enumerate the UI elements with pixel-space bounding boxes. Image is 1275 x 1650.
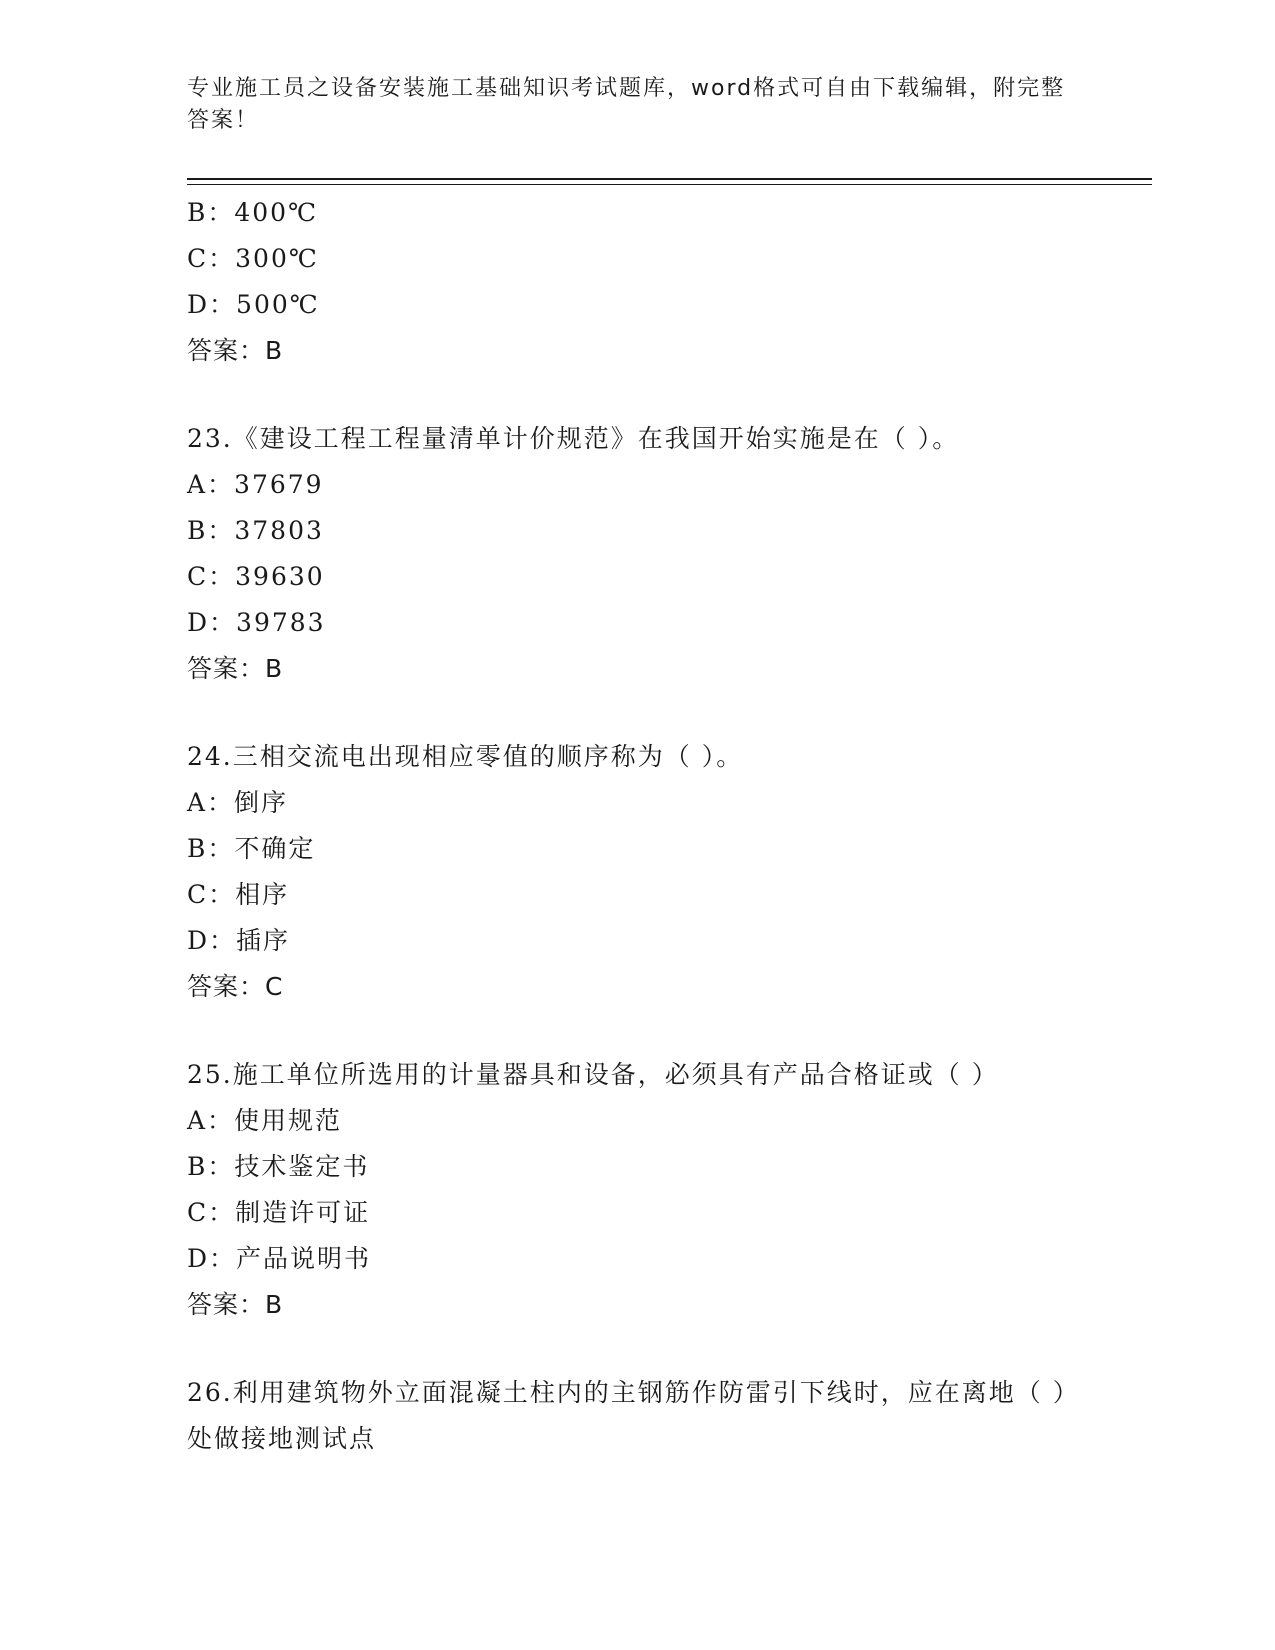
question-block-22	[187, 190, 1087, 374]
answer: 答案：B	[187, 654, 284, 683]
document-header: 专业施工员之设备安装施工基础知识考试题库，word格式可自由下载编辑，附完整答案！	[187, 76, 1066, 133]
option-d: D：39783	[187, 608, 326, 637]
option-d: D：500℃	[187, 290, 320, 319]
question-list	[187, 190, 1087, 1462]
option-c: C：相序	[187, 880, 290, 909]
question-text: 26.利用建筑物外立面混凝土柱内的主钢筋作防雷引下线时，应在离地（ ）处做接地测试点	[187, 1378, 1080, 1453]
option-a: A：使用规范	[187, 1106, 343, 1135]
option-d: D：插序	[187, 926, 291, 955]
option-c: C：39630	[187, 562, 325, 591]
option-a: A：倒序	[187, 788, 289, 817]
question-block-23	[187, 416, 1087, 692]
question-text: 24.三相交流电出现相应零值的顺序称为（ ）。	[187, 742, 744, 771]
question-block-25	[187, 1052, 1087, 1328]
question-block-26	[187, 1370, 1087, 1462]
question-text: 25.施工单位所选用的计量器具和设备，必须具有产品合格证或（ ）	[187, 1060, 999, 1089]
answer: 答案：C	[187, 972, 284, 1001]
option-c: C：300℃	[187, 244, 319, 273]
answer: 答案：B	[187, 336, 284, 365]
option-a: A：37679	[187, 470, 324, 499]
option-b: B：技术鉴定书	[187, 1152, 370, 1181]
question-block-24	[187, 734, 1087, 1010]
option-c: C：制造许可证	[187, 1198, 371, 1227]
option-b: B：400℃	[187, 198, 319, 227]
answer: 答案：B	[187, 1290, 284, 1319]
option-b: B：不确定	[187, 834, 316, 863]
option-b: B：37803	[187, 516, 324, 545]
header-rule-thick	[187, 178, 1152, 180]
option-d: D：产品说明书	[187, 1244, 372, 1273]
header-rule-thin	[187, 184, 1152, 185]
question-text: 23.《建设工程工程量清单计价规范》在我国开始实施是在（ ）。	[187, 424, 960, 453]
